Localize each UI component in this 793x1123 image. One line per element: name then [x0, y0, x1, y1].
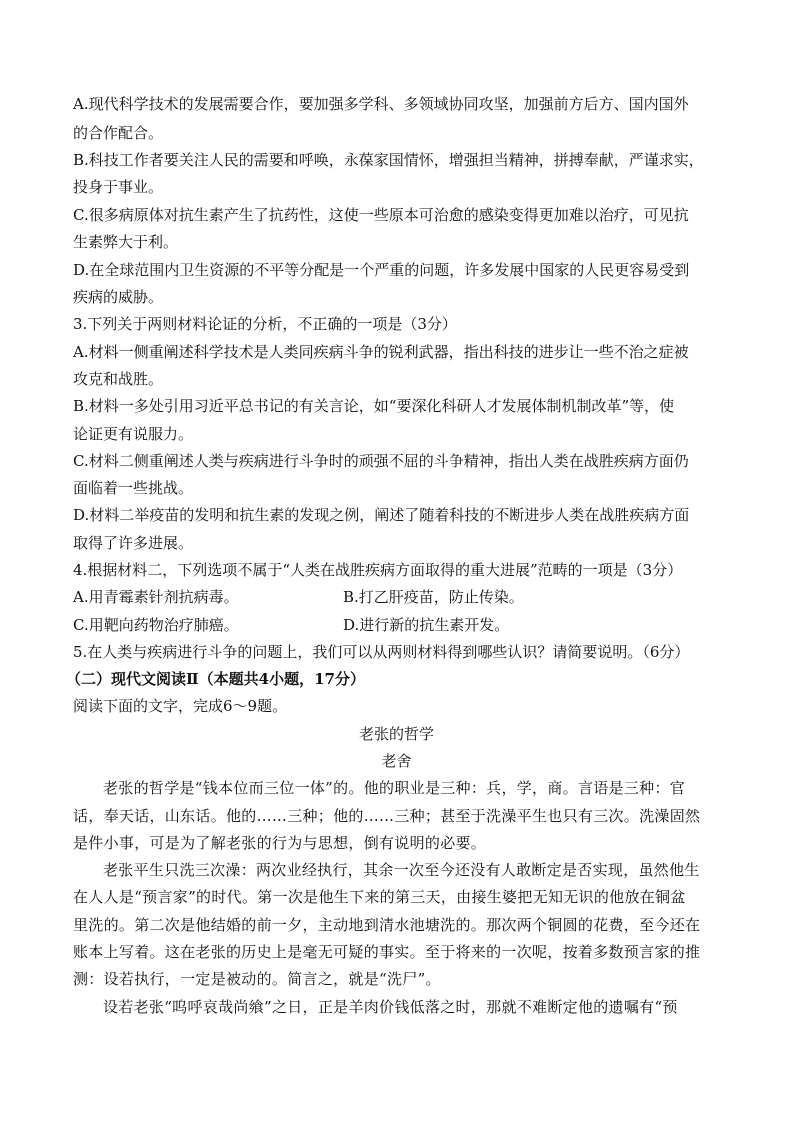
q3-option-b-line-1: B.材料一多处引用习近平总书记的有关言论，如“要深化科研人才发展体制机制改革”等，使	[73, 397, 675, 415]
question-3: 3.下列关于两则材料论证的分析，不正确的一项是（3分）	[73, 315, 457, 333]
story-paragraph-2-line-5: 测：设若执行，一定是被动的。简言之，就是“洗尸”。	[73, 970, 441, 988]
q4-option-b: B.打乙肝疫苗，防止传染。	[343, 588, 524, 606]
q3-option-c-line-1: C.材料二侧重阐述人类与疾病进行斗争时的顽强不屈的斗争精神，指出人类在战胜疾病方面仍	[73, 452, 689, 470]
story-paragraph-1-line-3: 是件小事，可是为了解老张的行为与思想，倒有说明的必要。	[73, 834, 487, 852]
reading-instruction: 阅读下面的文字，完成6～9题。	[73, 697, 288, 715]
story-paragraph-2-line-4: 账本上写着。这在老张的历史上是毫无可疑的事实。至于将来的一次呢，按着多数预言家的推	[73, 943, 701, 961]
story-paragraph-3-line-1: 设若老张“呜呼哀哉尚飨”之日，正是羊肉价钱低落之时，那就不难断定他的遗嘱有“预	[103, 998, 678, 1016]
q3-option-c-line-2: 面临着一些挑战。	[73, 479, 194, 497]
q4-options-row-2	[73, 615, 723, 635]
option-b-line-2: 投身于事业。	[73, 178, 164, 196]
option-a-line-2: 的合作配合。	[73, 124, 164, 142]
q4-options-row-1	[73, 587, 723, 607]
option-d-line-2: 疾病的威胁。	[73, 288, 164, 306]
story-author: 老舍	[381, 752, 412, 770]
q3-option-a-line-1: A.材料一侧重阐述科学技术是人类同疾病斗争的锐利武器，指出科技的进步让一些不治之症被	[73, 343, 689, 361]
option-d-line-1: D.在全球范围内卫生资源的不平等分配是一个严重的问题，许多发展中国家的人民更容易受到	[73, 261, 690, 279]
q3-option-b-line-2: 论证更有说服力。	[73, 425, 194, 443]
q3-option-d-line-1: D.材料二举疫苗的发明和抗生素的发现之例，阐述了随着科技的不断进步人类在战胜疾病方面	[73, 506, 690, 524]
story-title: 老张的哲学	[358, 725, 434, 743]
q3-option-a-line-2: 攻克和战胜。	[73, 370, 164, 388]
option-c-line-2: 生素弊大于利。	[73, 233, 179, 251]
story-paragraph-2-line-3: 里洗的。第二次是他结婚的前一夕，主动地到清水池塘洗的。那次两个铜圆的花费，至今还在	[73, 916, 701, 934]
q4-option-c: C.用靶向药物治疗肺癌。	[73, 616, 239, 634]
q3-option-d-line-2: 取得了许多进展。	[73, 534, 194, 552]
option-a-line-1: A.现代科学技术的发展需要合作，要加强多学科、多领域协同攻坚，加强前方后方、国内国外	[73, 95, 689, 113]
story-paragraph-2-line-1: 老张平生只洗三次澡：两次业经执行，其余一次至今还没有人敢断定是否实现，虽然他生	[103, 861, 700, 879]
question-5: 5.在人类与疾病进行斗争的问题上，我们可以从两则材料得到哪些认识？请简要说明。（6分）	[73, 643, 690, 661]
question-4: 4.根据材料二，下列选项不属于“人类在战胜疾病方面取得的重大进展”范畴的一项是（3分）	[73, 561, 683, 579]
section-heading: （二）现代文阅读Ⅱ（本题共4小题，17分）	[66, 670, 365, 688]
story-paragraph-1-line-2: 话，奉天话，山东话。他的……三种；他的……三种；甚至于洗澡平生也只有三次。洗澡固然	[73, 807, 701, 825]
story-paragraph-2-line-2: 在人人是“预言家”的时代。第一次是他生下来的第三天，由接生婆把无知无识的他放在铜盆	[73, 888, 686, 906]
q4-option-d: D.进行新的抗生素开发。	[343, 616, 510, 634]
story-paragraph-1-line-1: 老张的哲学是“钱本位而三位一体”的。他的职业是三种：兵，学，商。言语是三种：官	[103, 779, 686, 797]
option-b-line-1: B.科技工作者要关注人民的需要和呼唤，永葆家国情怀，增强担当精神，拼搏奉献，严谨求实，	[73, 151, 704, 169]
q4-option-a: A.用青霉素针剂抗病毒。	[73, 588, 239, 606]
option-c-line-1: C.很多病原体对抗生素产生了抗药性，这使一些原本可治愈的感染变得更加难以治疗，可见抗	[73, 206, 689, 224]
